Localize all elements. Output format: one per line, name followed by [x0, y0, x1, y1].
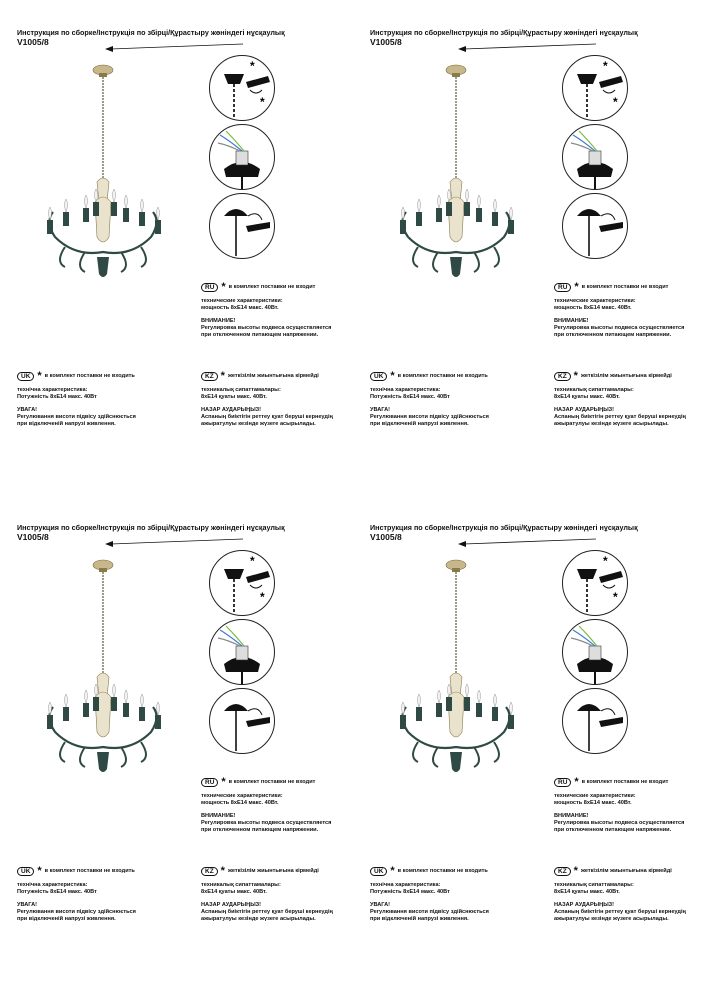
kz-section	[201, 372, 333, 428]
ru-spec-title: технические характеристики:	[554, 793, 636, 799]
step-2-circle	[562, 619, 628, 685]
kz-spec-title: техникалық сипаттамалары:	[554, 387, 634, 393]
ru-spec-title: технические характеристики:	[201, 298, 283, 304]
canopy-screw-icon	[563, 56, 627, 120]
instruction-title: Инструкция по сборке/Інструкція по збірці/Құрастыру жөніндегі нұсқаулық	[370, 28, 638, 37]
model-number: V1005/8	[17, 532, 49, 542]
step-2-circle	[209, 619, 275, 685]
kz-spec-title: техникалық сипаттамалары:	[201, 387, 281, 393]
pointer-arrow-icon	[458, 534, 598, 550]
asterisk-icon: *	[220, 865, 225, 877]
uk-spec-value: Потужність 8хЕ14 макс. 40Вт	[17, 394, 97, 400]
uk-spec-value: Потужність 8хЕ14 макс. 40Вт	[370, 889, 450, 895]
ru-spec-value: мощность 8хЕ14 макс. 40Вт.	[201, 305, 279, 311]
ru-note: в комплект поставки не входит	[581, 779, 669, 785]
height-adjust-icon	[210, 194, 274, 258]
kz-badge: KZ	[201, 372, 218, 381]
kz-warn-title: НАЗАР АУДАРЫҢЫЗ!	[554, 407, 615, 413]
ru-badge: RU	[554, 283, 571, 292]
asterisk-icon: *	[37, 370, 42, 382]
height-adjust-icon	[563, 689, 627, 753]
chandelier-illustration	[35, 62, 185, 287]
instruction-title: Инструкция по сборке/Інструкція по збірці/Құрастыру жөніндегі нұсқаулық	[17, 523, 285, 532]
chandelier-illustration	[388, 62, 538, 287]
ru-spec-value: мощность 8хЕ14 макс. 40Вт.	[554, 305, 632, 311]
ru-warn-line2: при отключенном питающем напряжении.	[554, 332, 672, 338]
uk-warn-line1: Регулювання висоти підвісу здійснюється	[370, 414, 489, 420]
kz-warn-title: НАЗАР АУДАРЫҢЫЗ!	[554, 902, 615, 908]
ru-spec-value: мощность 8хЕ14 макс. 40Вт.	[201, 800, 279, 806]
kz-badge: KZ	[554, 867, 571, 876]
uk-badge: UK	[370, 867, 387, 876]
ru-warn-title: ВНИМАНИЕ!	[201, 813, 236, 819]
uk-note: в комплект поставки не входить	[397, 373, 488, 379]
model-number: V1005/8	[17, 37, 49, 47]
kz-spec-title: техникалық сипаттамалары:	[201, 882, 281, 888]
svg-text:*: *	[603, 554, 608, 568]
uk-warn-line1: Регулювання висоти підвісу здійснюється	[17, 909, 136, 915]
chandelier-illustration	[388, 557, 538, 782]
uk-spec-value: Потужність 8хЕ14 макс. 40Вт	[370, 394, 450, 400]
uk-note: в комплект поставки не входить	[44, 868, 135, 874]
svg-text:*: *	[260, 95, 265, 109]
asterisk-icon: *	[221, 281, 226, 293]
height-adjust-icon	[563, 194, 627, 258]
kz-spec-value: 8хЕ14 қуаты макс. 40Вт.	[201, 394, 267, 400]
canopy-screw-icon	[210, 551, 274, 615]
uk-note: в комплект поставки не входить	[44, 373, 135, 379]
svg-text:*: *	[250, 554, 255, 568]
uk-spec-title: технічна характеристика:	[370, 882, 441, 888]
instruction-title: Инструкция по сборке/Інструкція по збірці/Құрастыру жөніндегі нұсқаулық	[17, 28, 285, 37]
kz-warn-title: НАЗАР АУДАРЫҢЫЗ!	[201, 407, 262, 413]
ru-warn-line1: Регулировка высоты подвеса осуществляется	[201, 325, 332, 331]
ru-note: в комплект поставки не входит	[228, 779, 316, 785]
kz-note: жеткізілім жиынтығына кірмейді	[580, 373, 672, 379]
kz-badge: KZ	[554, 372, 571, 381]
step-1-circle	[209, 55, 275, 121]
kz-spec-value: 8хЕ14 қуаты макс. 40Вт.	[554, 889, 620, 895]
canopy-screw-icon	[563, 551, 627, 615]
instruction-sheet-1	[0, 0, 353, 500]
asterisk-icon: *	[390, 370, 395, 382]
asterisk-icon: *	[220, 370, 225, 382]
ru-warn-line2: при отключенном питающем напряжении.	[201, 332, 319, 338]
ru-spec-title: технические характеристики:	[554, 298, 636, 304]
step-3-circle	[562, 688, 628, 754]
svg-text:*: *	[260, 590, 265, 604]
ru-badge: RU	[201, 283, 218, 292]
uk-warn-line2: при відключеній напрузі живлення.	[370, 916, 469, 922]
kz-warn-line2: ажыратулуы кезінде жүзеге асырылады.	[201, 916, 316, 922]
kz-warn-line2: ажыратулуы кезінде жүзеге асырылады.	[201, 421, 316, 427]
uk-section	[370, 372, 489, 428]
kz-note: жеткізілім жиынтығына кірмейді	[227, 868, 319, 874]
ru-note: в комплект поставки не входит	[581, 284, 669, 290]
ru-spec-title: технические характеристики:	[201, 793, 283, 799]
kz-warn-line2: ажыратулуы кезінде жүзеге асырылады.	[554, 916, 669, 922]
kz-warn-line1: Аспаның биіктігін реттеу қуат беруші кернеудің	[201, 414, 333, 420]
wiring-icon	[210, 125, 274, 189]
uk-warn-title: УВАГА!	[17, 407, 38, 413]
svg-text:*: *	[613, 590, 618, 604]
instruction-title: Инструкция по сборке/Інструкція по збірці/Құрастыру жөніндегі нұсқаулық	[370, 523, 638, 532]
pointer-arrow-icon	[105, 39, 245, 55]
uk-spec-title: технічна характеристика:	[17, 387, 88, 393]
ru-badge: RU	[554, 778, 571, 787]
instruction-sheet-4	[353, 495, 706, 995]
asterisk-icon: *	[390, 865, 395, 877]
ru-spec-value: мощность 8хЕ14 макс. 40Вт.	[554, 800, 632, 806]
step-1-circle	[562, 550, 628, 616]
uk-warn-title: УВАГА!	[17, 902, 38, 908]
ru-warn-line1: Регулировка высоты подвеса осуществляется	[201, 820, 332, 826]
uk-warn-title: УВАГА!	[370, 902, 391, 908]
uk-spec-title: технічна характеристика:	[370, 387, 441, 393]
ru-section	[201, 283, 331, 339]
wiring-icon	[210, 620, 274, 684]
uk-badge: UK	[17, 372, 34, 381]
asterisk-icon: *	[37, 865, 42, 877]
step-3-circle	[209, 193, 275, 259]
ru-warn-line1: Регулировка высоты подвеса осуществляется	[554, 325, 685, 331]
pointer-arrow-icon	[458, 39, 598, 55]
asterisk-icon: *	[221, 776, 226, 788]
model-number: V1005/8	[370, 37, 402, 47]
kz-spec-title: техникалық сипаттамалары:	[554, 882, 634, 888]
uk-badge: UK	[17, 867, 34, 876]
step-2-circle	[209, 124, 275, 190]
canopy-screw-icon	[210, 56, 274, 120]
height-adjust-icon	[210, 689, 274, 753]
uk-section	[370, 867, 489, 923]
pointer-arrow-icon	[105, 534, 245, 550]
kz-note: жеткізілім жиынтығына кірмейді	[580, 868, 672, 874]
asterisk-icon: *	[573, 865, 578, 877]
svg-text:*: *	[603, 59, 608, 73]
uk-warn-line2: при відключеній напрузі живлення.	[370, 421, 469, 427]
kz-section	[554, 372, 686, 428]
chandelier-illustration	[35, 557, 185, 782]
uk-warn-line2: при відключеній напрузі живлення.	[17, 916, 116, 922]
kz-spec-value: 8хЕ14 қуаты макс. 40Вт.	[201, 889, 267, 895]
asterisk-icon: *	[574, 776, 579, 788]
ru-note: в комплект поставки не входит	[228, 284, 316, 290]
step-1-circle	[562, 55, 628, 121]
asterisk-icon: *	[573, 370, 578, 382]
uk-section	[17, 867, 136, 923]
kz-warn-line1: Аспаның биіктігін реттеу қуат беруші кернеудің	[201, 909, 333, 915]
ru-warn-title: ВНИМАНИЕ!	[201, 318, 236, 324]
uk-spec-title: технічна характеристика:	[17, 882, 88, 888]
instruction-sheet-3	[0, 495, 353, 995]
asterisk-icon: *	[574, 281, 579, 293]
wiring-icon	[563, 620, 627, 684]
kz-warn-line2: ажыратулуы кезінде жүзеге асырылады.	[554, 421, 669, 427]
uk-warn-title: УВАГА!	[370, 407, 391, 413]
step-2-circle	[562, 124, 628, 190]
kz-warn-title: НАЗАР АУДАРЫҢЫЗ!	[201, 902, 262, 908]
step-1-circle	[209, 550, 275, 616]
instruction-sheet-2	[353, 0, 706, 500]
svg-text:*: *	[250, 59, 255, 73]
wiring-icon	[563, 125, 627, 189]
ru-warn-line1: Регулировка высоты подвеса осуществляется	[554, 820, 685, 826]
step-3-circle	[209, 688, 275, 754]
model-number: V1005/8	[370, 532, 402, 542]
ru-badge: RU	[201, 778, 218, 787]
uk-note: в комплект поставки не входить	[397, 868, 488, 874]
uk-section	[17, 372, 136, 428]
uk-warn-line2: при відключеній напрузі живлення.	[17, 421, 116, 427]
kz-badge: KZ	[201, 867, 218, 876]
uk-badge: UK	[370, 372, 387, 381]
ru-section	[201, 778, 331, 834]
kz-note: жеткізілім жиынтығына кірмейді	[227, 373, 319, 379]
uk-warn-line1: Регулювання висоти підвісу здійснюється	[17, 414, 136, 420]
kz-warn-line1: Аспаның биіктігін реттеу қуат беруші кернеудің	[554, 909, 686, 915]
ru-section	[554, 283, 684, 339]
ru-section	[554, 778, 684, 834]
ru-warn-title: ВНИМАНИЕ!	[554, 318, 589, 324]
kz-section	[201, 867, 333, 923]
uk-spec-value: Потужність 8хЕ14 макс. 40Вт	[17, 889, 97, 895]
kz-spec-value: 8хЕ14 қуаты макс. 40Вт.	[554, 394, 620, 400]
kz-section	[554, 867, 686, 923]
ru-warn-line2: при отключенном питающем напряжении.	[201, 827, 319, 833]
kz-warn-line1: Аспаның биіктігін реттеу қуат беруші кернеудің	[554, 414, 686, 420]
uk-warn-line1: Регулювання висоти підвісу здійснюється	[370, 909, 489, 915]
ru-warn-title: ВНИМАНИЕ!	[554, 813, 589, 819]
step-3-circle	[562, 193, 628, 259]
svg-text:*: *	[613, 95, 618, 109]
ru-warn-line2: при отключенном питающем напряжении.	[554, 827, 672, 833]
